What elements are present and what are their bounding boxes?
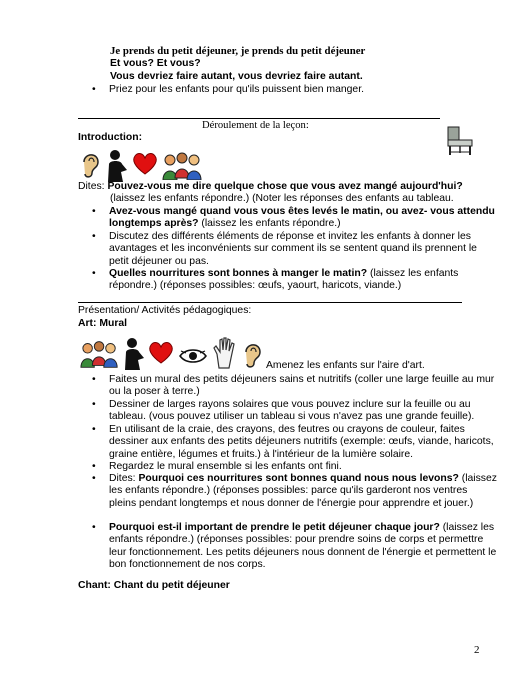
chant-title: Chant: Chant du petit déjeuner xyxy=(78,580,230,591)
introduction-title: Introduction: xyxy=(78,132,143,143)
document-page: Je prends du petit déjeuner, je prends du petit déjeuner Et vous? Et vous? Vous devriez faire autant, vous devriez faire autant. • Priez pour les enfants pour qu'ils puissent bien manger. Déroulement de la leçon: Introduction: Dites: Pouvez-vous me dire quelque chose que vous avez mangé aujourd'hui? (laissez les enfants répondre.) (Noter les réponses des enfants au tableau. • Avez-vous mangé quand vous vous êtes levés le matin, ou avez- vous attendu longtemps après? (laissez les enfants répondre.) • Discutez des différents éléments de réponse et invitez les enfants à donner les avantages et les inconvénients sur comment ils se sentent quand ils prennent le petit déjeuner ou pas. • Quelles nourritures sont bonnes à manger le matin? (laissez les enfants répondre.) (réponses possibles: œufs, yaourt, haricots, viande.) Présentation/ Activités pédagogiques: Art: Mural Amenez les enfants sur l'aire d'art. • Faites un mural des petits déjeuners sains et nutritifs (coller une large feuille au mur ou la poser à terre.) • Dessiner de larges rayons solaires que vous pouvez inclure sur la feuille ou au tableau. (vous pouvez utiliser un tableau si vous n'avez pas une grande feuille). • En utilisant de la craie, des crayons, des feutres ou crayons de couleur, faites dessiner aux enfants des petits déjeuners nutritifs (exemple: œufs, viande, haricots, graine entière, légumes et fruits.) à l'intérieur de la lumière solaire. • Regardez le mural ensemble si les enfants ont fini. • Dites: Pourquoi ces nourritures sont bonnes quand nous nous levons? (laissez les enfants répondre.) (réponses possibles: parce qu'ils garderont nos ventres pleins pendant longtemps et nous donner de l'énergie pour apprendre et jouer.) • Pourquoi est-il important de prendre le petit déjeuner chaque jour? (laissez les enfants répondre.) (réponses possibles: pour prendre soins de corps et permettre leur fonctionnement. Les petits déjeuners nous donnent de l'énergie et permettent le bon fonctionnement de nos corps. Chant: Chant du petit déjeuner 2 xyxy=(78,45,497,656)
divider xyxy=(78,302,462,303)
praying-person-icon xyxy=(105,148,129,182)
hand-icon xyxy=(212,336,238,370)
chair-icon xyxy=(444,123,478,157)
song-line-1: Je prends du petit déjeuner, je prends du petit déjeuner xyxy=(110,45,366,57)
children-group-icon xyxy=(162,152,204,180)
lesson-header: Déroulement de la leçon: xyxy=(202,120,309,131)
ear-icon xyxy=(242,340,264,370)
children-group-icon xyxy=(80,340,120,368)
song-line-2: Et vous? Et vous? xyxy=(110,58,201,69)
heart-icon xyxy=(132,152,158,176)
icons-caption: Amenez les enfants sur l'aire d'art. xyxy=(266,360,425,371)
divider xyxy=(78,118,440,119)
page-number: 2 xyxy=(474,644,480,656)
ear-icon xyxy=(80,150,102,180)
heart-icon xyxy=(148,341,174,365)
intro-question-note: (laissez les enfants répondre.) (Noter les réponses des enfants au tableau. xyxy=(110,193,454,204)
song-line-3: Vous devriez faire autant, vous devriez faire autant. xyxy=(110,71,363,82)
praying-person-icon xyxy=(122,336,146,370)
eye-icon xyxy=(178,348,208,364)
presentation-label: Présentation/ Activités pédagogiques: xyxy=(78,305,252,316)
art-title: Art: Mural xyxy=(78,318,128,329)
intro-question: Dites: Pouvez-vous me dire quelque chose que vous avez mangé aujourd'hui? xyxy=(78,181,463,192)
